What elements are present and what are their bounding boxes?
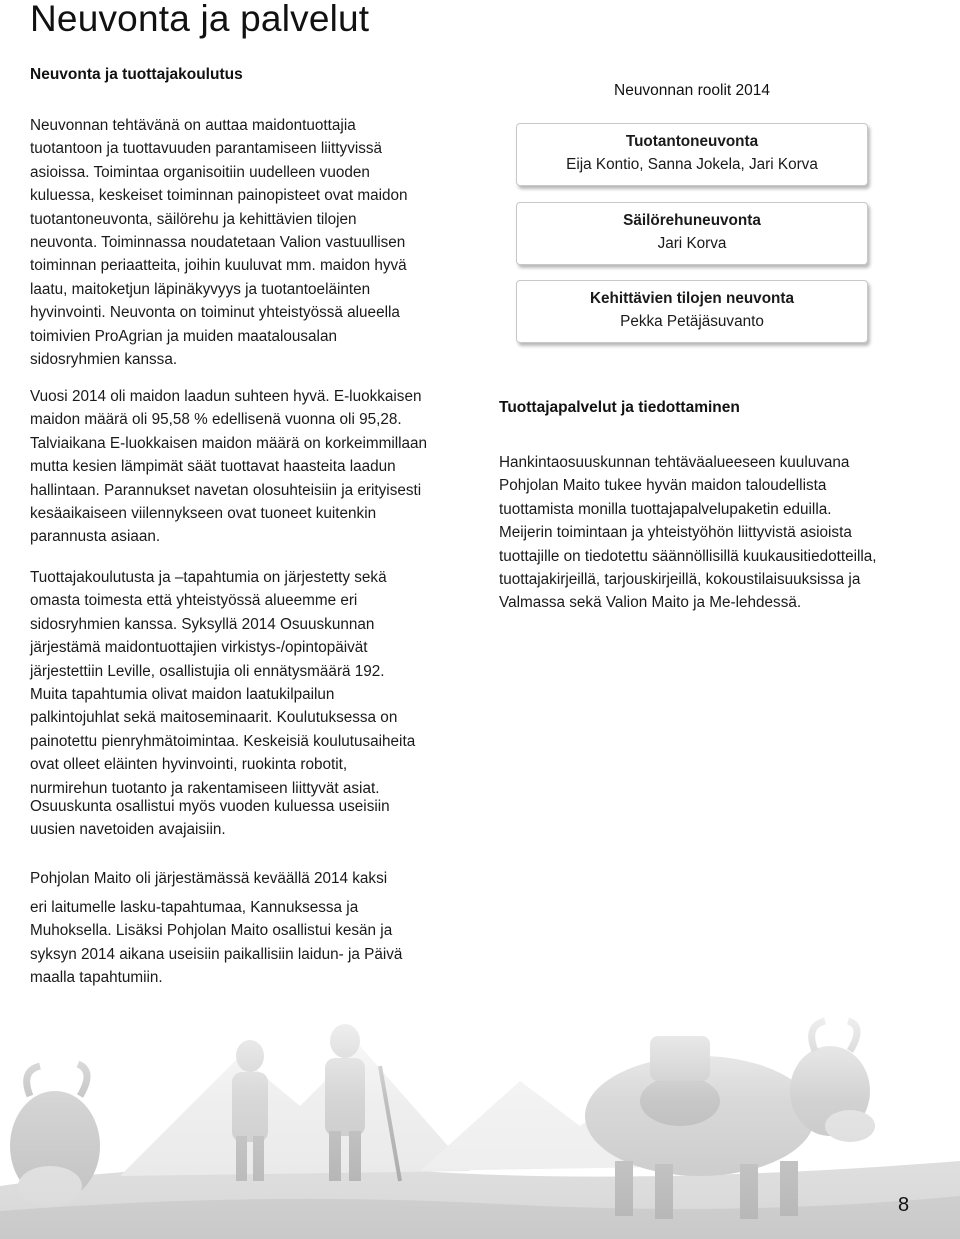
text-line: Tuottajakoulutusta ja –tapahtumia on järjestetty sekä — [30, 569, 387, 586]
paragraph-neuvonta — [30, 114, 408, 371]
role-people: Jari Korva — [657, 235, 727, 252]
text-line: laatu, maitoketjun läpinäkyvyys ja tuotantoeläinten — [30, 280, 371, 298]
text-line: uusien navetoiden avajaisiin. — [30, 821, 226, 839]
text-line: Hankintaosuuskunnan tehtäväalueeseen kuuluvana — [499, 454, 850, 471]
text-line: Vuosi 2014 oli maidon laadun suhteen hyvä. E-luokkaisen — [30, 388, 422, 405]
text-line: tuotantoneuvonta, säilörehu ja kehittävien tilojen — [30, 210, 357, 228]
text-line: Pohjolan Maito tukee hyvän maidon taloudellista — [499, 477, 827, 495]
text-line: Neuvonnan tehtävänä on auttaa maidontuottajia — [30, 117, 356, 134]
text-line: tuottajakirjeillä, tarjouskirjeillä, kokoustilaisuuksissa ja — [499, 571, 861, 589]
text-line: Valmassa sekä Valion Maito ja Me-lehdessä. — [499, 594, 802, 612]
text-line: omasta toimesta että yhteistyössä alueemme eri — [30, 592, 358, 610]
text-line: järjestämä maidontuottajien virkistys-/opintopäivät — [30, 639, 368, 657]
role-name: Tuotantoneuvonta — [625, 133, 759, 150]
text-line: maidon määrä oli 95,58 % edellisenä vuonna oli 95,28. — [30, 411, 402, 429]
text-line: Muhoksella. Lisäksi Pohjolan Maito osallistui kesän ja — [30, 922, 393, 940]
text-line: sidosryhmien kanssa. — [30, 351, 178, 369]
paragraph-tuottajapalvelut — [499, 451, 877, 615]
text-line: tuotantoon ja tuottavuuden parantamiseen liittyvissä — [30, 140, 383, 158]
role-name: Kehittävien tilojen neuvonta — [590, 290, 794, 307]
paragraph-koulutus — [30, 566, 415, 800]
paragraph-avajaiset — [30, 795, 390, 842]
text-line: neuvonta. Toiminnassa noudatetaan Valion vastuullisen — [30, 234, 406, 252]
role-box-tuotantoneuvonta — [516, 123, 868, 186]
text-line: kuluessa, keskeiset toiminnan painopisteet ovat maidon — [30, 187, 408, 205]
text-line: sidosryhmien kanssa. Syksyllä 2014 Osuuskunnan — [30, 615, 375, 633]
text-line: järjestettiin Leville, osallistujia oli ennätysmäärä 192. — [30, 662, 385, 680]
illustration-fade — [0, 986, 960, 1239]
role-name: Säilörehuneuvonta — [623, 212, 761, 229]
paragraph-laatu — [30, 385, 427, 549]
text-line: parannusta asiaan. — [30, 528, 161, 546]
role-people: Pekka Petäjäsuvanto — [620, 313, 764, 330]
text-line: hyvinvointi. Neuvonta on toiminut yhteistyössä alueella — [30, 304, 400, 322]
text-line: painotettu pienryhmätoimintaa. Keskeisiä koulutusaiheita — [30, 732, 416, 750]
text-line: nurmirehun tuotanto ja rakentamiseen liittyvät asiat. — [30, 779, 380, 797]
text-line: mutta kesien lämpimät säät tuottavat haasteita laadun — [30, 458, 396, 476]
text-line: eri laitumelle lasku-tapahtumaa, Kannuksessa ja — [30, 899, 359, 916]
text-line: Meijerin toimintaan ja yhteistyöhön liittyvistä asioista — [499, 524, 852, 542]
paragraph-laidun-1 — [30, 867, 387, 890]
text-line: palkintojuhlat sekä maitoseminaarit. Koulutuksessa on — [30, 709, 398, 727]
text-line: Talviaikana E-luokkaisen maidon määrä on korkeimmillaan — [30, 434, 428, 452]
illustration-cow-hikers — [0, 986, 960, 1239]
text-line: tuottajille on tiedotettu säännöllisillä kuukausitiedotteilla, — [499, 547, 877, 565]
role-box-kehittavat-tilat — [516, 280, 868, 343]
illustration-svg — [0, 986, 960, 1239]
page-title: Neuvonta ja palvelut — [30, 0, 370, 39]
role-people: Eija Kontio, Sanna Jokela, Jari Korva — [566, 156, 818, 173]
section-heading-neuvonta: Neuvonta ja tuottajakoulutus — [30, 66, 243, 83]
page-number: 8 — [898, 1194, 910, 1216]
text-line: Muita tapahtumia olivat maidon laatukilpailun — [30, 686, 335, 704]
text-line: Osuuskunta osallistui myös vuoden kuluessa useisiin — [30, 798, 390, 815]
text-line: toiminnan periaatteita, joihin kuuluvat mm. maidon hyvä — [30, 257, 407, 275]
roles-title: Neuvonnan roolit 2014 — [614, 82, 770, 99]
text-line: maalla tapahtumiin. — [30, 969, 163, 987]
text-line: kesäaikaiseen viilennykseen ovat tuoneet kuitenkin — [30, 505, 377, 523]
text-line: toimivien ProAgrian ja muiden maatalousalan — [30, 327, 337, 345]
text-line: Pohjolan Maito oli järjestämässä keväällä 2014 kaksi — [30, 870, 388, 887]
text-line: ovat olleet eläinten hyvinvointi, ruokinta robotit, — [30, 756, 348, 774]
text-line: tuottamista monilla tuottajapalvelupaketin eduilla. — [499, 500, 832, 518]
text-line: syksyn 2014 aikana useisiin paikallisiin laidun- ja Päivä — [30, 945, 403, 963]
text-line: asioissa. Toimintaa organisoitiin uudelleen vuoden — [30, 163, 370, 181]
section-heading-tuottajapalvelut: Tuottajapalvelut ja tiedottaminen — [499, 399, 740, 416]
role-box-sailorehuneuvonta — [516, 202, 868, 265]
text-line: hallintaan. Parannukset navetan olosuhteisiin ja erityisesti — [30, 481, 422, 499]
paragraph-laidun-2 — [30, 896, 402, 990]
